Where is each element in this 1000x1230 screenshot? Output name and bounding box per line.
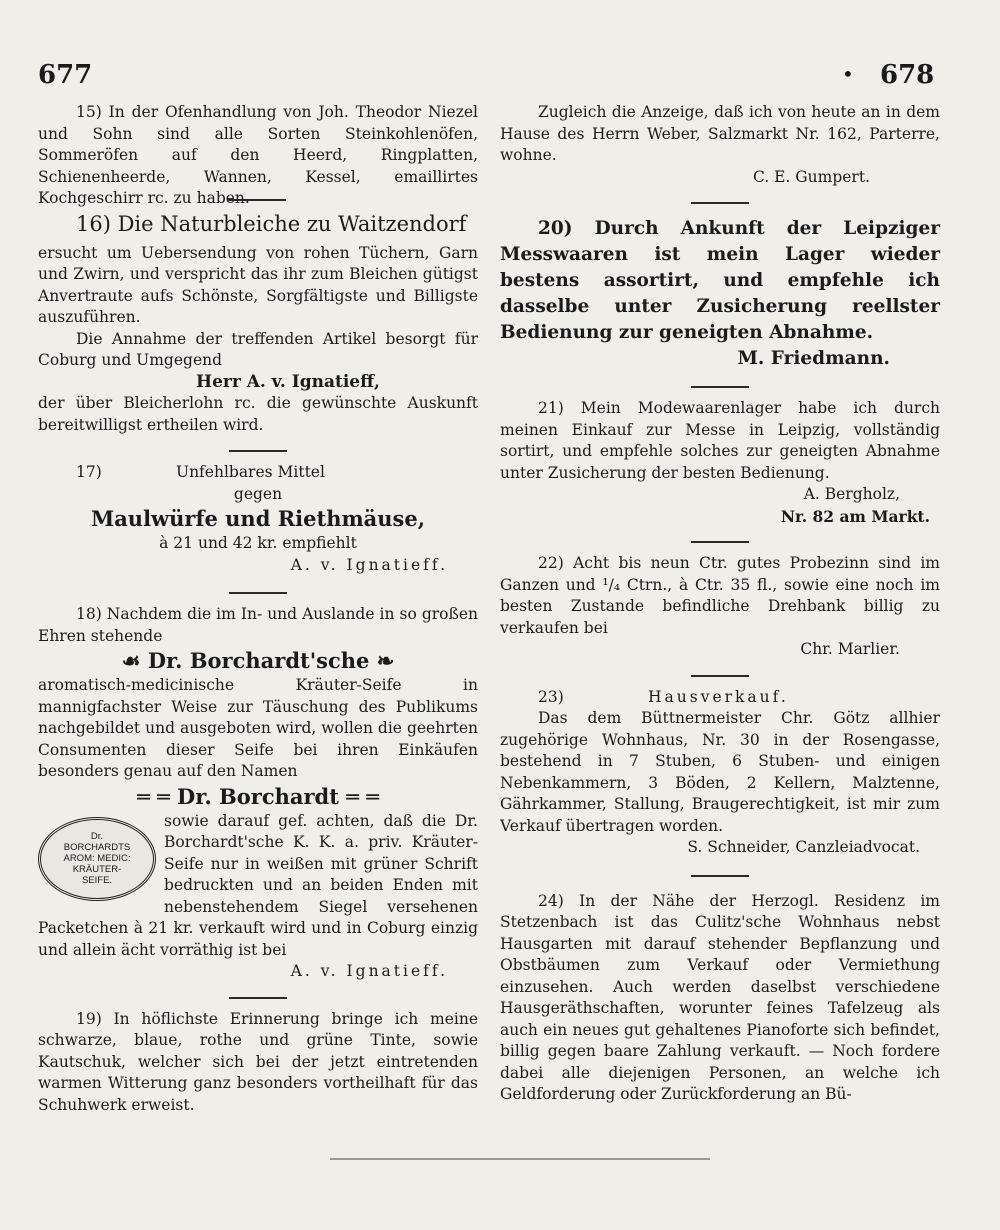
- ad-18-intro: 18) Nachdem die im In- und Auslande in so großen Ehren stehende: [38, 605, 478, 645]
- separator: [691, 875, 749, 877]
- separator: [229, 450, 287, 452]
- page-number-right: 678: [880, 60, 935, 90]
- ad-21: 21) Mein Modewaarenlager habe ich durch meinen Einkauf zur Messe in Leipzig, vollständig sortirt, und empfehle solches zur geneigten Abnahme unter Zusicherung der besten Bedienung.: [500, 399, 940, 482]
- ad-16-text: ersucht um Uebersendung von rohen Tüchern, Garn und Zwirn, und verspricht das ihr zum Bleichen gütigst Anvertraute aufs Schönste, Sorgfältigste und Billigste auszuführen.: [38, 243, 478, 326]
- ad-18-body: [38, 811, 478, 962]
- seal-image: [38, 817, 156, 901]
- ad-17-line4: à 21 und 42 kr. empfiehlt: [159, 534, 357, 552]
- ad-22-signature: Chr. Marlier.: [800, 640, 900, 658]
- ad-22: 22) Acht bis neun Ctr. gutes Probezinn sind im Ganzen und ¹/₄ Ctrn., à Ctr. 35 fl., sowie eine noch im besten Zustande befindliche Drehbank billig zu verkaufen bei: [500, 554, 940, 637]
- seal-line: AROM: MEDIC:: [63, 853, 131, 864]
- double-rule-left-icon: ═ ═: [137, 783, 170, 809]
- ad-18-title-text: Dr. Borchardt'sche: [147, 648, 370, 673]
- ad-19: 19) In höflichste Erinnerung bringe ich meine schwarze, blaue, rothe und grüne Tinte, sowie Kautschuk, welcher sich bei der jetzt eintretenden warmen Witterung ganz besonders vortheilhaft für das Schuhwerk erweist.: [38, 1009, 478, 1114]
- ad-17-line2: gegen: [233, 484, 283, 503]
- ad-17-line1: [38, 462, 478, 484]
- separator: [691, 675, 749, 677]
- right-column: [500, 102, 940, 1106]
- seal-line: BORCHARDTS: [63, 842, 131, 853]
- separator: [691, 386, 749, 388]
- ad-23-signature: S. Schneider, Canzleiadvocat.: [687, 838, 920, 856]
- ad-18-name-text: Dr. Borchardt: [177, 783, 339, 809]
- bottom-rule: [330, 1158, 710, 1160]
- ad-18-signature: A. v. Ignatieff.: [290, 962, 448, 980]
- double-rule-right-icon: ═ ═: [346, 783, 379, 809]
- page-dot: •: [842, 62, 854, 86]
- separator: [229, 997, 287, 999]
- ad-23-text: Das dem Büttnermeister Chr. Götz allhier zugehörige Wohnhaus, Nr. 30 in der Rosengasse, bestehend in 7 Stuben, 6 Stuben- und einigen Nebenkammern, 3 Böden, 2 Kellern, Malztenne, Gährkammer, Stallung, Braugerechtigkeit, ist mir zum Verkauf übertragen worden.: [500, 709, 940, 835]
- ad-15: 15) In der Ofenhandlung von Joh. Theodor Niezel und Sohn sind alle Sorten Steinkohlenöfen, Sommeröfen auf den Heerd, Ringplatten, Schienenheerde, Wannen, Kessel, emaillirtes Kochgeschirr rc. zu haben.: [38, 103, 478, 207]
- ornament-left-icon: ☙: [121, 648, 141, 673]
- ad-21-signature-2: Nr. 82 am Markt.: [780, 506, 930, 526]
- ad-16-title: 16) Die Naturbleiche zu Waitzendorf: [76, 211, 467, 236]
- ad-20-signature: M. Friedmann.: [737, 348, 890, 369]
- ad-16-text3: der über Bleicherlohn rc. die gewünschte Auskunft bereitwilligst ertheilen wird.: [38, 394, 478, 434]
- ad-21-signature-1: A. Bergholz,: [803, 485, 900, 503]
- notice-top: Zugleich die Anzeige, daß ich von heute an in dem Hause des Herrn Weber, Salzmarkt Nr. 162, Parterre, wohne.: [500, 103, 940, 164]
- ornament-right-icon: ❧: [376, 648, 395, 673]
- ad-20: 20) Durch Ankunft der Leipziger Messwaaren ist mein Lager wieder bestens assortirt, und empfehle ich dasselbe unter Zusicherung reellster Bedienung zur geneigten Abnahme.: [500, 218, 940, 343]
- seal-line: KRÄUTER-: [72, 864, 122, 875]
- ad-18-text2: sowie darauf gef. achten, daß die Dr. Borchardt'sche K. K. a. priv. Kräuter-Seife nur in weißen mit grüner Schrift bedruckten und an beiden Enden mit nebenstehendem Siegel versehenen Packetchen à 21 kr. verkauft wird und in Coburg einzig und allein ächt vorräthig ist bei: [38, 811, 478, 959]
- seal-line: Dr.: [90, 831, 104, 842]
- ad-17-signature: A. v. Ignatieff.: [290, 555, 448, 574]
- left-column: [38, 102, 478, 1116]
- ad-23-number: 23): [538, 687, 564, 706]
- notice-top-signature: C. E. Gumpert.: [752, 167, 870, 186]
- ad-17-line3: Maulwürfe und Riethmäuse,: [90, 506, 426, 531]
- ad-23-heading: [500, 687, 940, 709]
- ad-18-name: [38, 783, 478, 811]
- separator: [229, 592, 287, 594]
- ad-24: 24) In der Nähe der Herzogl. Residenz im Stetzenbach ist das Culitz'sche Wohnhaus nebst Hausgarten mit darauf stehender Bepflanzung und Obstbäumen zum Verkauf oder Vermiethung einzusehen. Auch werden daselbst verschiedene Hausgeräthschaften, worunter feines Tafelzeug als auch ein neues gut gehaltenes Pianoforte sich befindet, billig gegen baare Zahlung verkauft. — Noch fordere dabei alle diejenigen Personen, an welche ich Geldforderung oder Zurückforderung an Bü-: [500, 891, 940, 1103]
- separator: [691, 202, 749, 204]
- ad-18-title: [38, 647, 478, 675]
- seal-line: SEIFE.: [81, 875, 113, 886]
- ad-16-name: Herr A. v. Ignatieff,: [196, 371, 380, 392]
- ad-17-number: 17): [76, 463, 102, 481]
- page-number-left: 677: [38, 60, 93, 90]
- separator: [691, 541, 749, 543]
- ad-17-heading: Unfehlbares Mittel: [176, 463, 325, 481]
- ad-18-text: aromatisch-medicinische Kräuter-Seife in mannigfachster Weise zur Täuschung des Publikums nachgebildet und ausgeboten wird, wollen die geehrten Consumenten dieser Seife bei ihren Einkäufen besonders genau auf den Namen: [38, 676, 478, 780]
- ad-16-text2: Die Annahme der treffenden Artikel besorgt für Coburg und Umgegend: [38, 329, 478, 369]
- ad-23-title: Hausverkauf.: [648, 687, 789, 706]
